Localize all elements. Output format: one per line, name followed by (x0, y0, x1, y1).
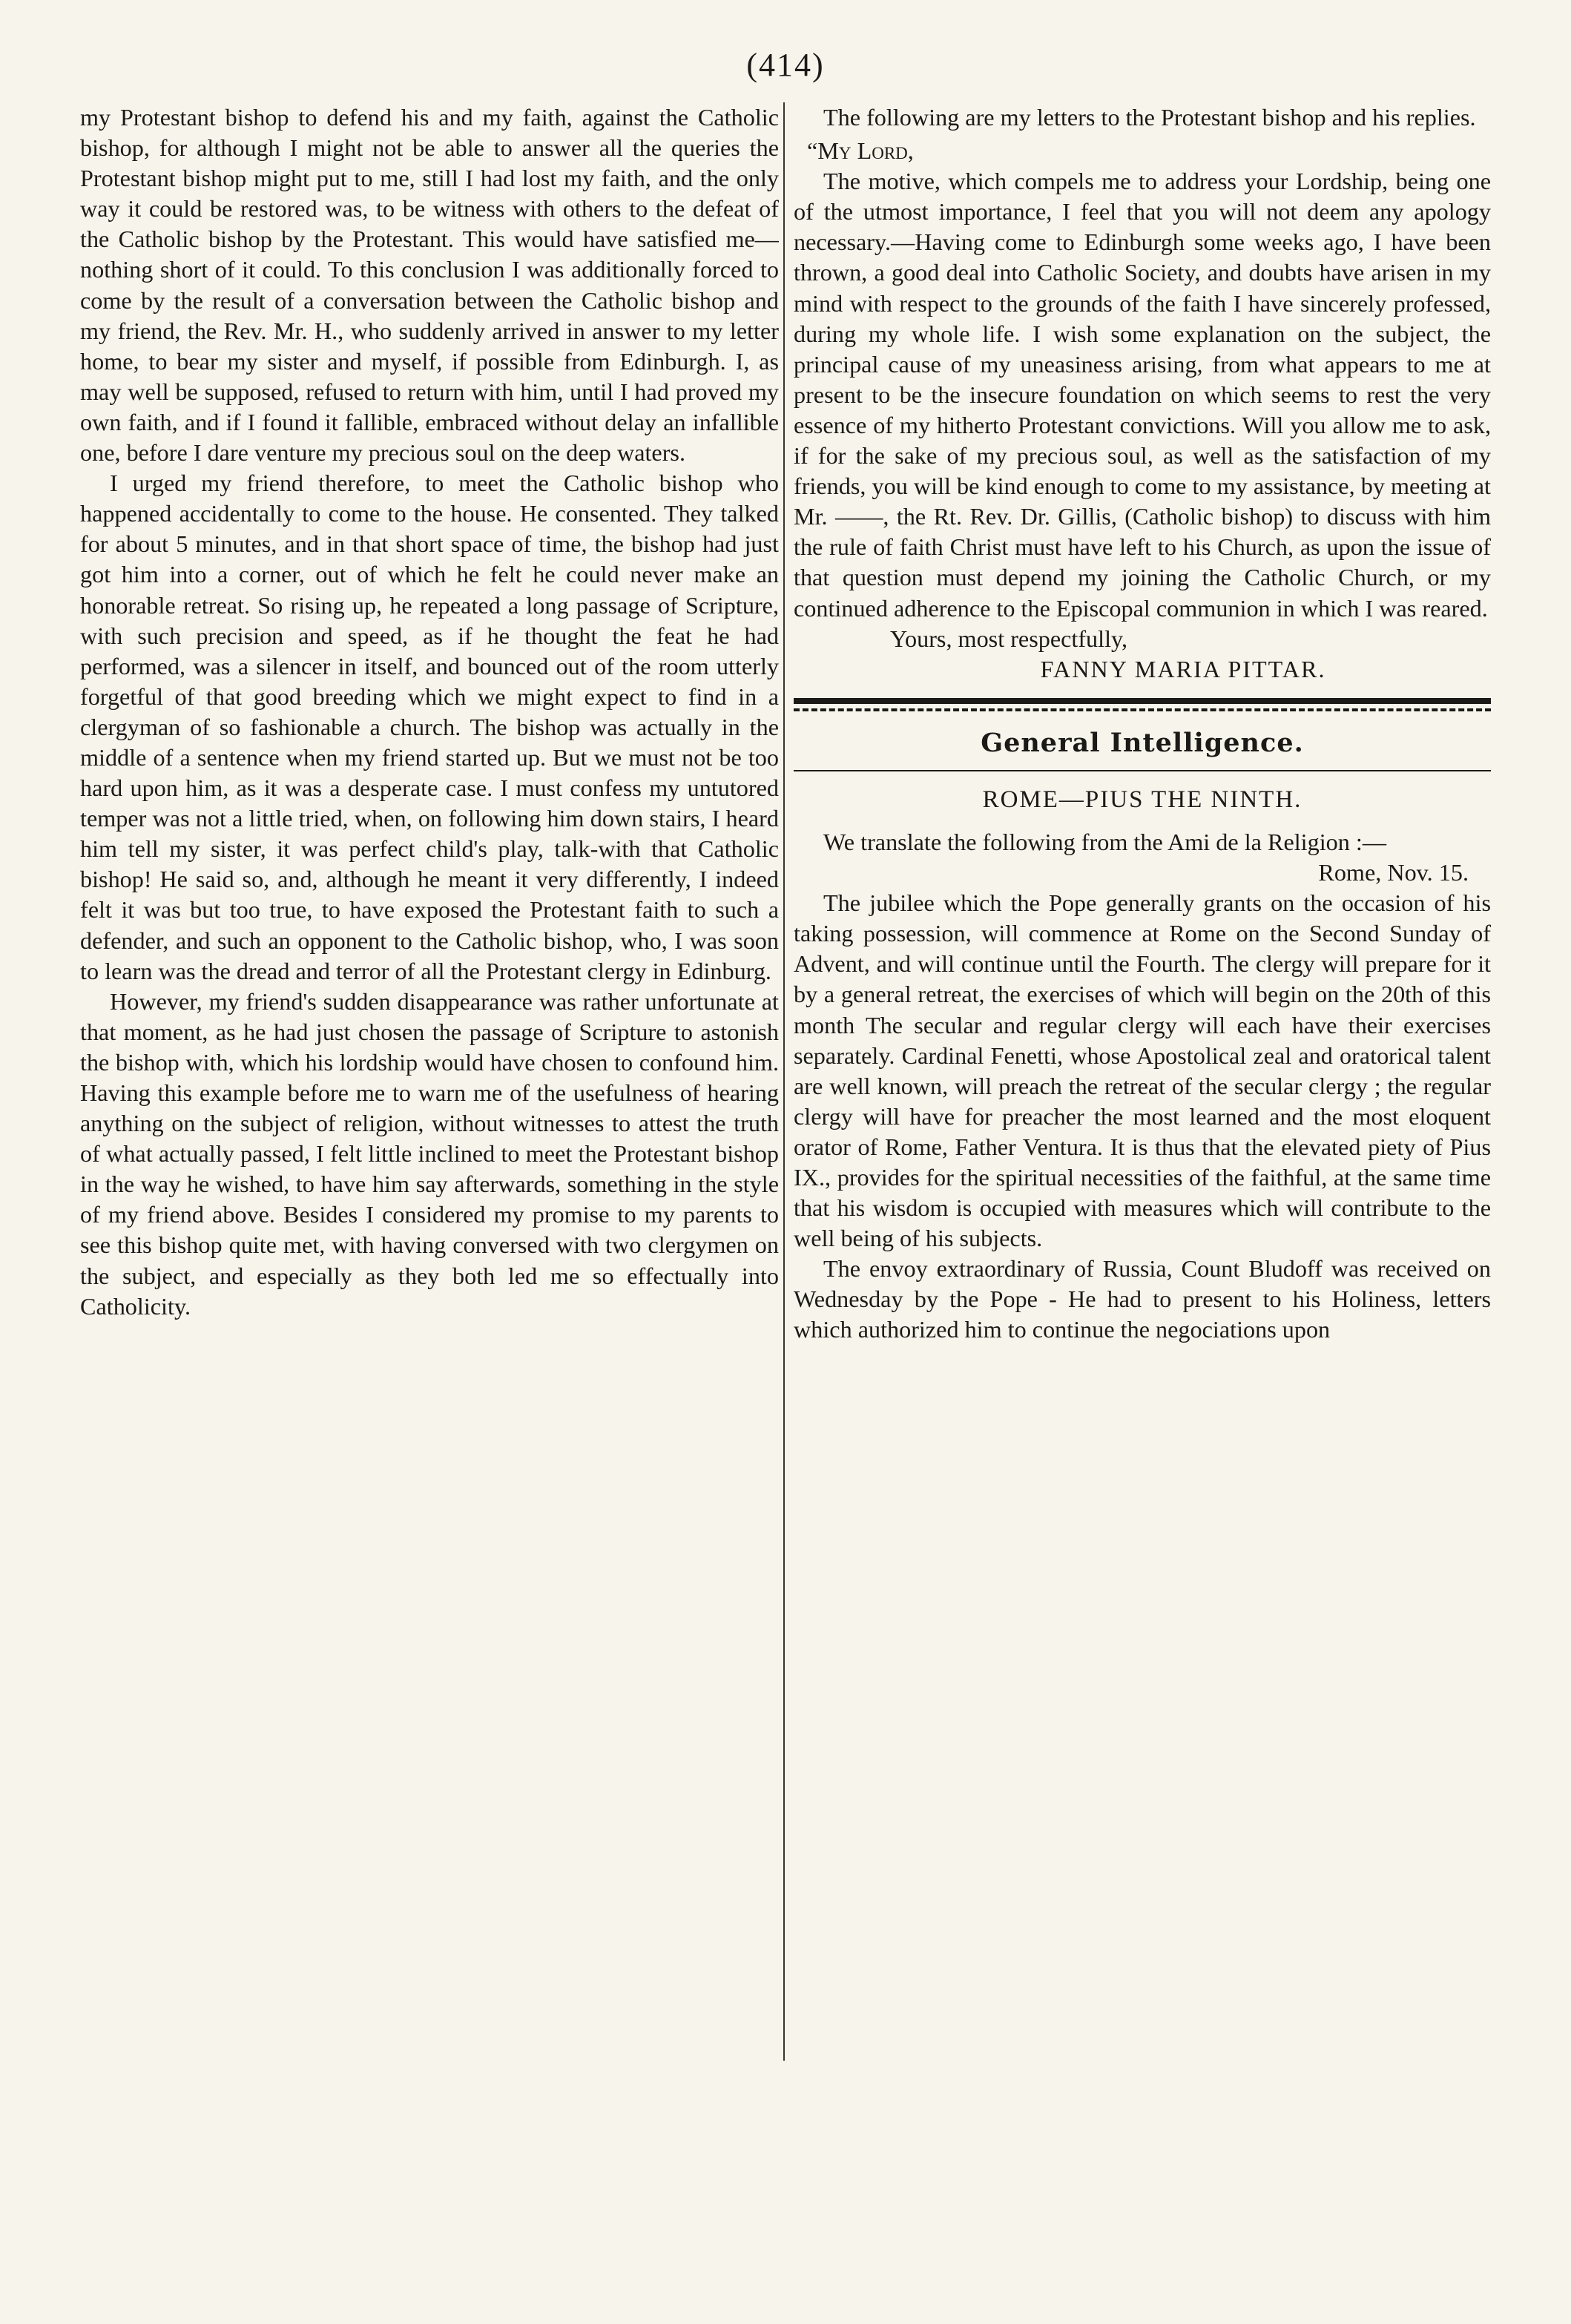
article-paragraph: The envoy extraordinary of Russia, Count Bludoff was received on Wednesday by the Pope - He had to present to his Holiness, letters which authorized him to continue the negociations upon (794, 1255, 1491, 1343)
article-dateline: Rome, Nov. 15. (1318, 859, 1469, 886)
letters-intro: The following are my letters to the Protestant bishop and his replies. (823, 104, 1476, 131)
heading-divider (794, 770, 1491, 771)
column-divider (783, 102, 785, 2061)
article-intro: We translate the following from the Ami de la Religion :— (823, 828, 1387, 855)
letter-signature: FANNY MARIA PITTAR. (1040, 655, 1326, 682)
section-heading: General Intelligence. (981, 727, 1304, 758)
paragraph: I urged my friend therefore, to meet the Catholic bishop who happened accidentally to come to the house. He consented. They talked for about 5 minutes, and in that short space of time, the bishop had just got him into a corner, out of which he felt he could never make an honorable retreat. So rising up, he repeated a long passage of Scripture, with such precision and speed, as if he thought the feat he had performed, was a silencer in itself, and bounced out of the room utterly forgetful of that good breeding which we might expect to find in a clergyman of so fashionable a church. The bishop was actually in the middle of a sentence when my friend started up. But we must not be too hard upon him, as it was a desperate case. I must confess my untutored temper was not a little tried, when, on following him down stairs, I heard him tell my sister, it was perfect child's play, talk-with that Catholic bishop! He said so, and, although he meant it very differently, I indeed felt it was but too true, to have exposed the Protestant faith to such a defender, and such an opponent to the Catholic bishop, who, I was soon to learn was the dread and terror of all the Protestant clergy in Edinburg. (80, 470, 779, 984)
page-number: (414) (746, 47, 825, 83)
right-column (794, 102, 1491, 2061)
paragraph: However, my friend's sudden disappearance was rather unfortunate at that moment, as he had just chosen the passage of Scripture to astonish the bishop with, which his lordship would have chosen to confound him. Having this example before me to warn me of the usefulness of hearing anything on the subject of religion, without witnesses to attest the truth of what actually passed, I felt little inclined to meet the Protestant bishop in the way he wished, to have him say afterwards, something in the style of my friend above. Besides I considered my promise to my parents to see this bishop quite met, with having conversed with two clergymen on the subject, and especially as they both led me so effectually into Catholicity. (80, 987, 779, 1320)
letter-closing: Yours, most respectfully, (890, 625, 1128, 652)
article-heading: ROME—PIUS THE NINTH. (982, 786, 1302, 813)
section-divider (794, 698, 1491, 704)
section-divider-dashed (794, 708, 1491, 711)
letter-body: The motive, which compels me to address your Lordship, being one of the utmost importance, I feel that you will not deem any apology necessary.—Having come to Edinburgh some weeks ago, I have been thrown, a good deal into Catholic Society, and doubts have arisen in my mind with respect to the grounds of the faith I have sincerely professed, during my whole life. I wish some explanation on the subject, the principal cause of my uneasiness arising, from what appears to me at present to be the insecure foundation on which seems to rest the very essence of my hitherto Protestant convictions. Will you allow me to ask, if for the sake of my precious soul, as well as the satisfaction of my friends, you will be kind enough to come to my assistance, by meeting at Mr. ——, the Rt. Rev. Dr. Gillis, (Catholic bishop) to discuss with him the rule of faith Christ must have left to his Church, as upon the issue of that question must depend my joining the Catholic Church, or my continued adherence to the Episcopal communion in which I was reared. (794, 168, 1491, 622)
article-paragraph: The jubilee which the Pope generally grants on the occasion of his taking possession, will commence at Rome on the Second Sunday of Advent, and will continue until the Fourth. The clergy will prepare for it by a general retreat, the exercises of which will begin on the 20th of this month The secular and regular clergy will each have their exercises separately. Cardinal Fenetti, whose Apostolical zeal and oratorical talent are well known, will preach the retreat of the secular clergy ; the regular clergy will have for preacher the most learned and the most eloquent orator of Rome, Father Ventura. It is thus that the elevated piety of Pius IX., provides for the spiritual necessities of the faithful, at the same time that his wisdom is occupied with measures which will contribute to the well being of his subjects. (794, 889, 1491, 1252)
left-column (80, 102, 779, 2061)
letter-salutation: “My Lord, (807, 137, 914, 165)
paragraph: my Protestant bishop to defend his and my faith, against the Catholic bishop, for although I might not be able to answer all the queries the Protestant bishop might put to me, still I had lost my faith, and the only way it could be restored was, to be witness with others to the defeat of the Catholic bishop by the Protestant. This would have satisfied me—nothing short of it could. To this conclusion I was additionally forced to come by the result of a conversation between the Catholic bishop and my friend, the Rev. Mr. H., who suddenly arrived in answer to my letter home, to bear my sister and myself, if possible from Edinburgh. I, as may well be supposed, refused to return with him, until I had proved my own faith, and if I found it fallible, embraced without delay an infallible one, before I dare venture my precious soul on the deep waters. (80, 104, 779, 467)
